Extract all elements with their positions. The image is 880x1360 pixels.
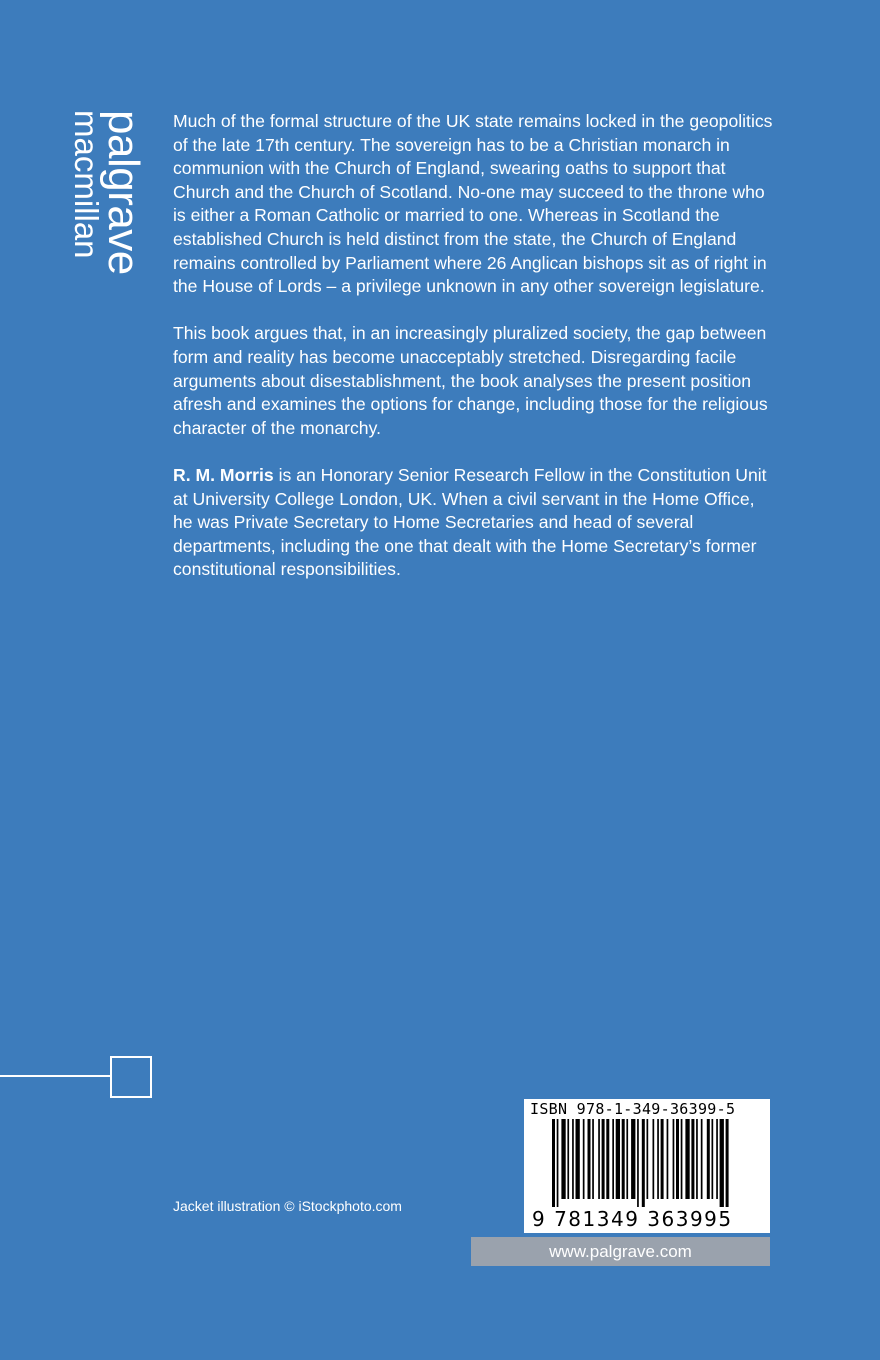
barcode-bar bbox=[701, 1119, 703, 1199]
isbn-label: ISBN 978-1-349-36399-5 bbox=[530, 1100, 736, 1118]
jacket-credit: Jacket illustration © iStockphoto.com bbox=[173, 1198, 402, 1214]
barcode-bar bbox=[561, 1119, 565, 1199]
isbn-barcode bbox=[524, 1099, 770, 1233]
barcode-bar bbox=[642, 1119, 645, 1207]
author-bio bbox=[173, 464, 773, 582]
barcode-bar bbox=[588, 1119, 591, 1199]
barcode-bar bbox=[667, 1119, 669, 1199]
barcode-bar bbox=[696, 1119, 698, 1199]
barcode-bar bbox=[637, 1119, 639, 1207]
barcode-bar bbox=[631, 1119, 635, 1199]
barcode-bar bbox=[685, 1119, 689, 1199]
barcode-bar bbox=[557, 1119, 559, 1207]
barcode-bar bbox=[707, 1119, 710, 1199]
publisher-website: www.palgrave.com bbox=[471, 1237, 770, 1266]
barcode-bar bbox=[567, 1119, 569, 1199]
barcode-bar bbox=[622, 1119, 625, 1199]
barcode-icon bbox=[552, 1119, 742, 1207]
barcode-bar bbox=[716, 1119, 718, 1199]
barcode-bar bbox=[712, 1119, 714, 1199]
decorative-line bbox=[0, 1075, 111, 1077]
barcode-bar bbox=[552, 1119, 555, 1207]
logo-line-palgrave: palgrave bbox=[99, 110, 148, 275]
logo-line-macmillan: macmillan bbox=[68, 110, 105, 259]
barcode-bar bbox=[647, 1119, 649, 1199]
barcode-bar bbox=[598, 1119, 600, 1199]
blurb-paragraph-1: Much of the formal structure of the UK state remains locked in the geopolitics of the late 17th century. The sovereign has to be a Christian monarch in communion with the Church of England, swearing oaths to support that Church and the Church of Scotland. No-one may succeed to the throne who is either a Roman Catholic or married to one. Whereas in Scotland the established Church is held distinct from the state, the Church of England remains controlled by Parliament where 26 Anglican bishops sit as of right in the House of Lords – a privilege unknown in any other sovereign legislature. bbox=[173, 111, 773, 297]
barcode-bar bbox=[592, 1119, 594, 1199]
publisher-logo bbox=[68, 110, 148, 275]
barcode-bar bbox=[676, 1119, 679, 1199]
barcode-bar bbox=[726, 1119, 729, 1207]
barcode-bar bbox=[657, 1119, 659, 1199]
barcode-bar bbox=[653, 1119, 655, 1199]
barcode-bar bbox=[606, 1119, 609, 1199]
blurb-paragraph-2: This book argues that, in an increasingly pluralized society, the gap between form and reality has become unacceptably stretched. Disregarding facile arguments about disestablishment, the book analyses the present position afresh and examines the options for change, including those for the religious character of the monarchy. bbox=[173, 323, 768, 438]
barcode-bar bbox=[691, 1119, 694, 1199]
barcode-bar bbox=[661, 1119, 664, 1199]
barcode-bar bbox=[720, 1119, 724, 1207]
decorative-square bbox=[110, 1056, 152, 1098]
barcode-bar bbox=[576, 1119, 580, 1199]
barcode-bar bbox=[612, 1119, 614, 1199]
barcode-digits: 9 781349 363995 bbox=[532, 1207, 733, 1231]
barcode-bar bbox=[572, 1119, 574, 1199]
barcode-bar bbox=[602, 1119, 605, 1199]
barcode-bar bbox=[673, 1119, 675, 1199]
barcode-bar bbox=[583, 1119, 585, 1199]
author-bio-text: is an Honorary Senior Research Fellow in the Constitution Unit at University College London, UK. When a civil servant in the Home Office, he was Private Secretary to Home Secretaries and head of several departments, including the one that dealt with the Home Secretary’s former constitutional responsibilities. bbox=[173, 464, 767, 580]
back-cover-blurb bbox=[173, 110, 773, 605]
barcode-bar bbox=[626, 1119, 628, 1199]
barcode-bar bbox=[616, 1119, 620, 1199]
barcode-bar bbox=[681, 1119, 683, 1199]
author-name: R. M. Morris bbox=[173, 464, 274, 485]
